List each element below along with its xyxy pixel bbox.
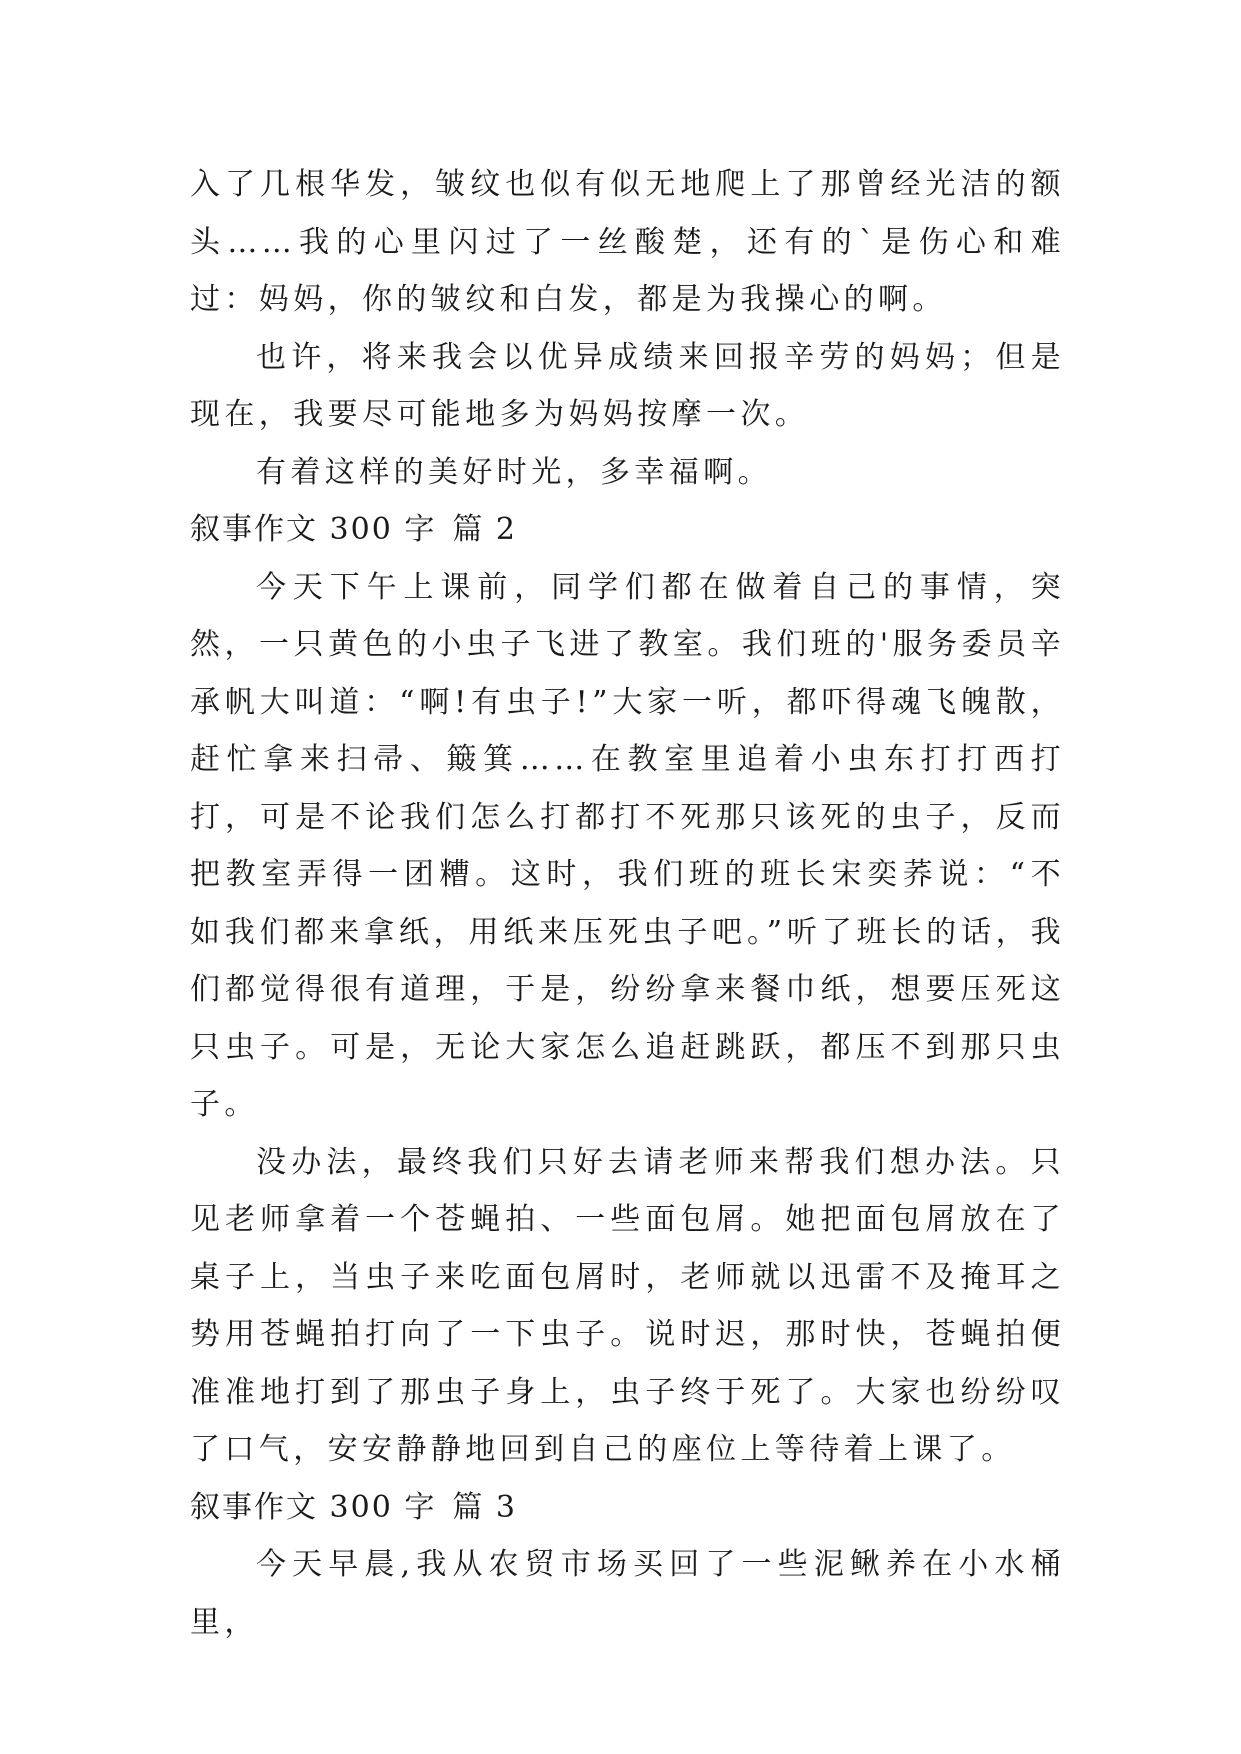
paragraph: 也许，将来我会以优异成绩来回报辛劳的妈妈；但是现在，我要尽可能地多为妈妈按摩一次。 bbox=[190, 339, 1065, 432]
paragraph: 没办法，最终我们只好去请老师来帮我们想办法。只见老师拿着一个苍蝇拍、一些面包屑。她把面包屑放在了桌子上，当虫子来吃面包屑时，老师就以迅雷不及掩耳之势用苍蝇拍打向了一下虫子。说时迟，那时快，苍蝇拍便准准地打到了那虫子身上，虫子终于死了。大家也纷纷叹了口气，安安静静地回到自己的座位上等待着上课了。 bbox=[190, 1144, 1065, 1467]
section-heading-title: 叙事作文 300 字 bbox=[190, 1489, 437, 1525]
section-heading bbox=[190, 1479, 1065, 1537]
paragraph: 入了几根华发，皱纹也似有似无地爬上了那曾经光洁的额头……我的心里闪过了一丝酸楚，还有的`是伤心和难过：妈妈，你的皱纹和白发，都是为我操心的啊。 bbox=[190, 167, 1065, 317]
document-body bbox=[190, 156, 1065, 1651]
paragraph: 有着这样的美好时光，多幸福啊。 bbox=[256, 454, 772, 490]
section-heading-part: 篇 3 bbox=[452, 1489, 517, 1525]
paragraph: 今天下午上课前，同学们都在做着自己的事情，突然，一只黄色的小虫子飞进了教室。我们班的'服务委员辛承帆大叫道：“啊!有虫子!”大家一听，都吓得魂飞魄散，赶忙拿来扫帚、簸箕……在教室里追着小虫东打打西打打，可是不论我们怎么打都打不死那只该死的虫子，反而把教室弄得一团糟。这时，我们班的班长宋奕荞说：“不如我们都来拿纸，用纸来压死虫子吧。”听了班长的话，我们都觉得很有道理，于是，纷纷拿来餐巾纸，想要压死这只虫子。可是，无论大家怎么追赶跳跃，都压不到那只虫子。 bbox=[190, 569, 1065, 1122]
paragraph: 今天早晨,我从农贸市场买回了一些泥鳅养在小水桶里， bbox=[190, 1547, 1065, 1640]
section-heading bbox=[190, 501, 1065, 559]
section-heading-title: 叙事作文 300 字 bbox=[190, 512, 437, 547]
section-heading-part: 篇 2 bbox=[452, 512, 517, 547]
